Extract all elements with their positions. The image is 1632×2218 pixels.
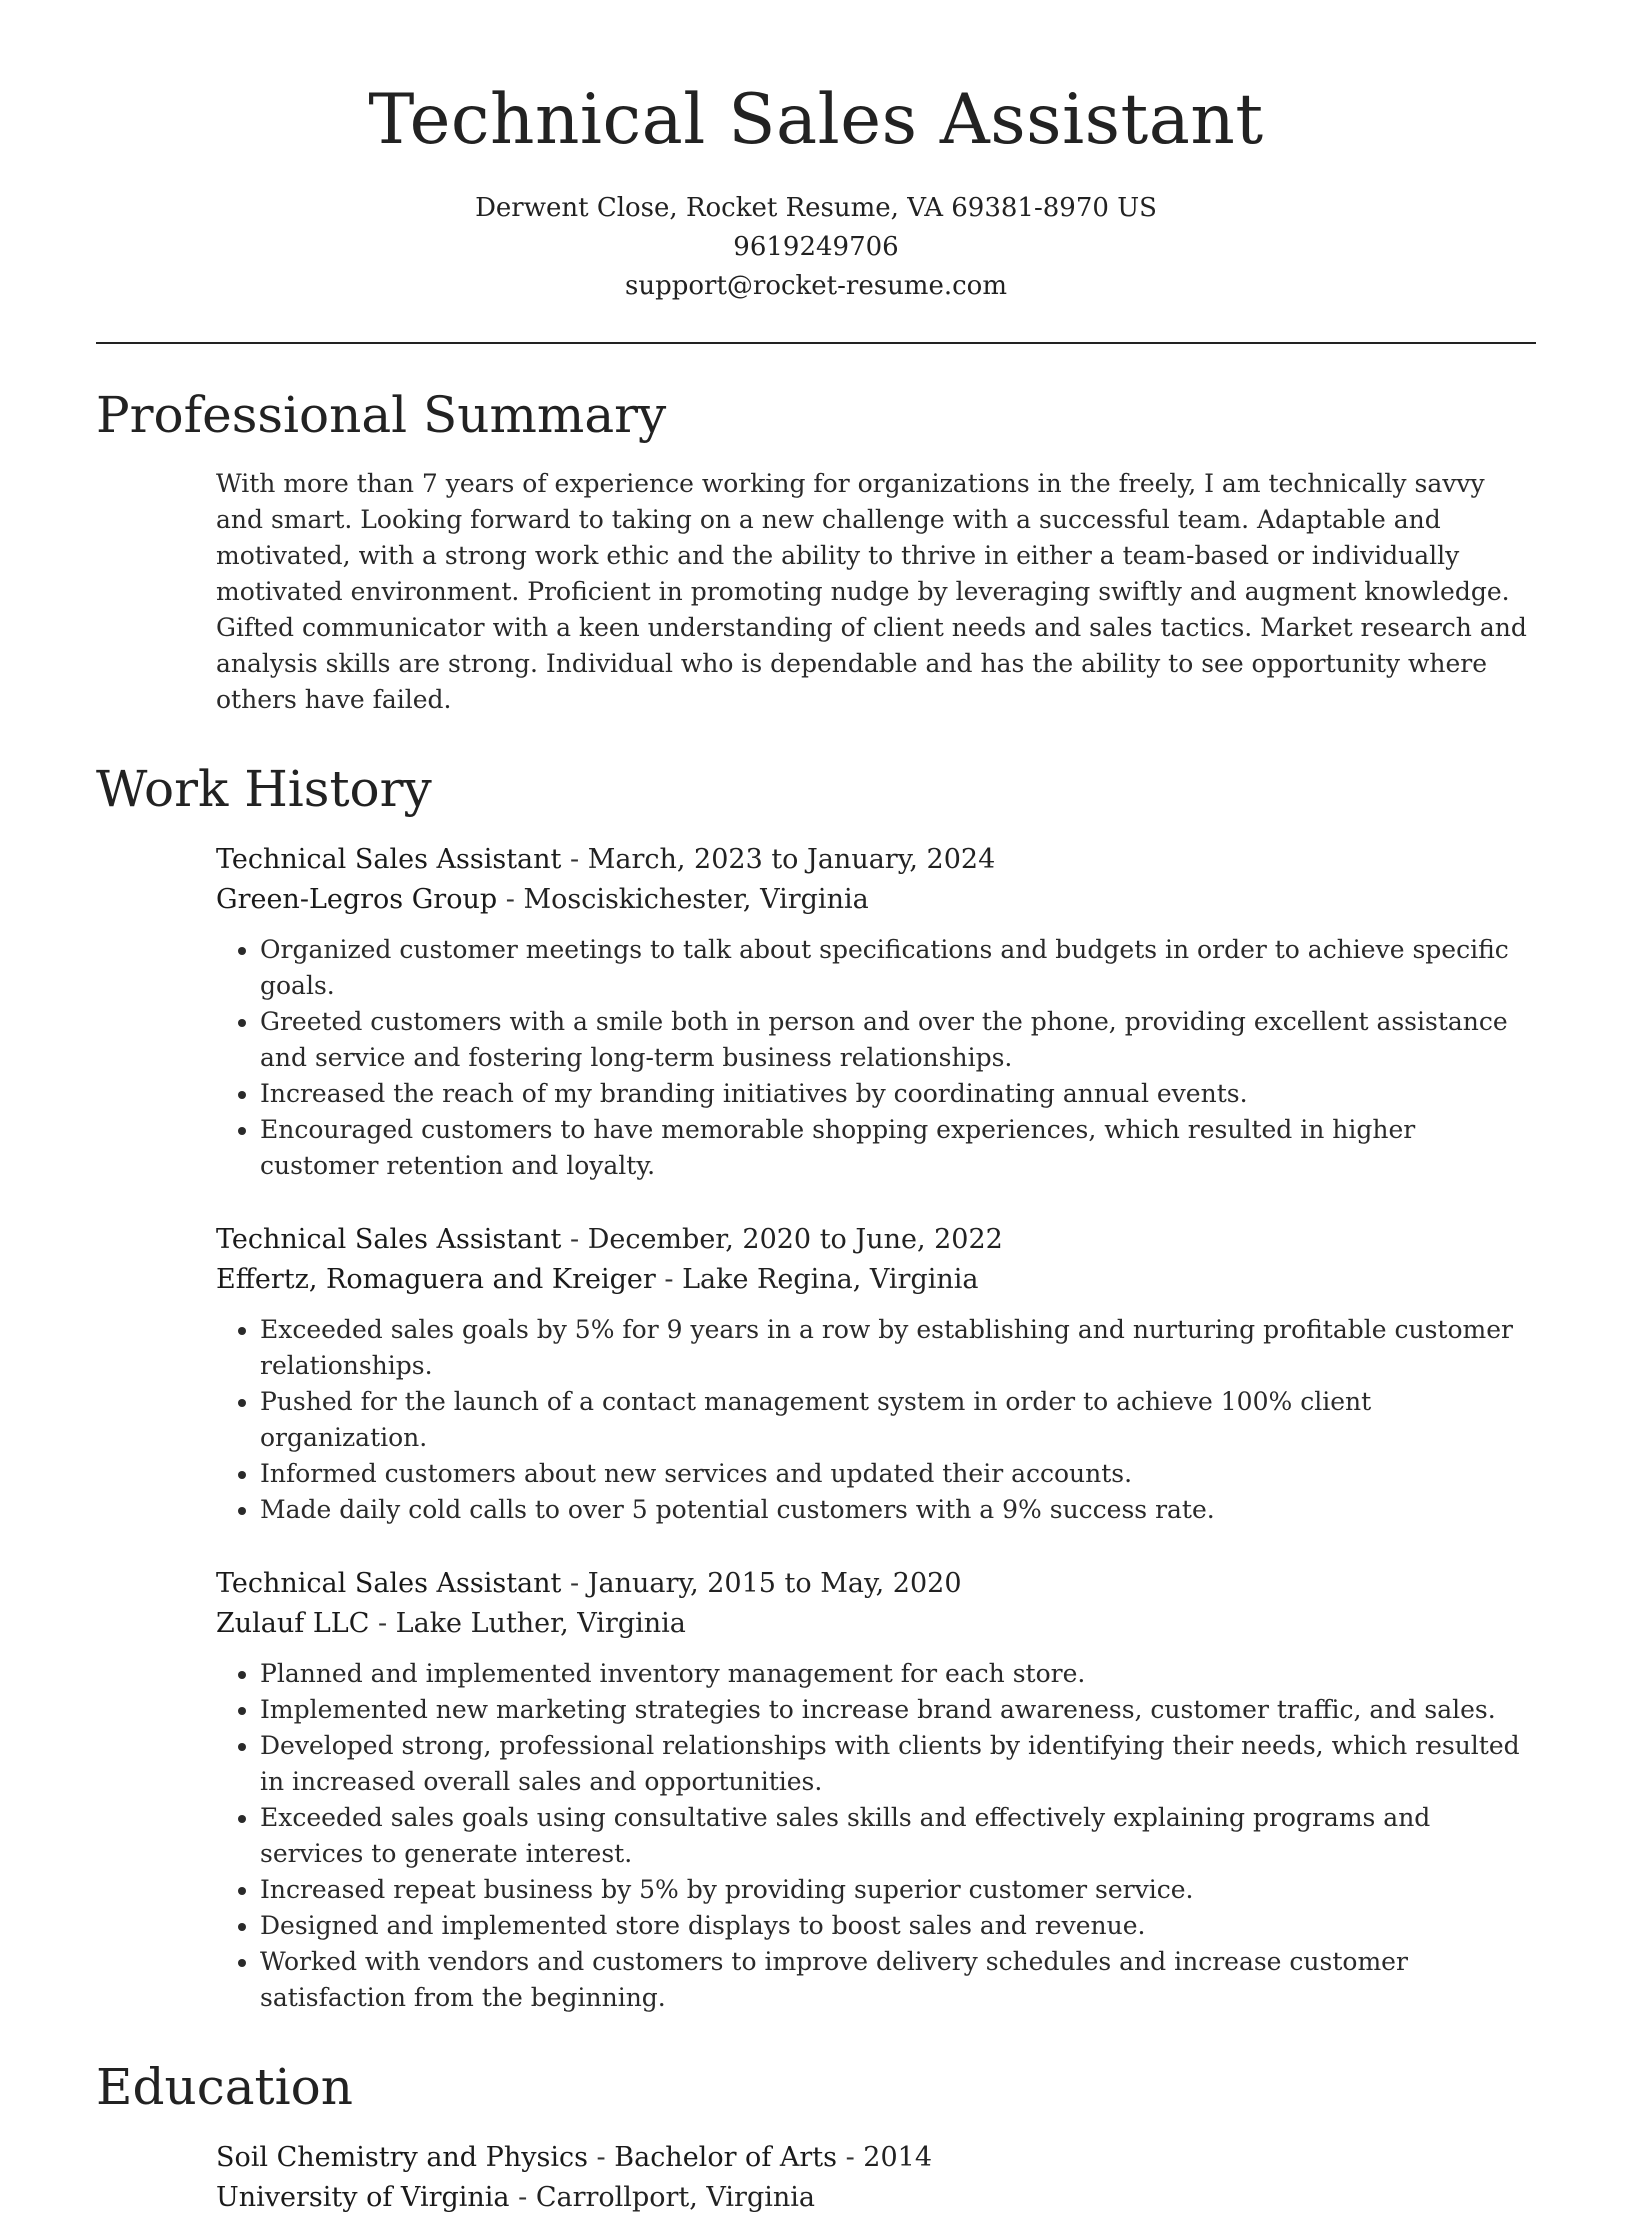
job-bullet: • Implemented new marketing strategies to increase brand awareness, customer traffic, and sales. xyxy=(260,1692,1536,1728)
job-dates: December, 2020 to June, 2022 xyxy=(587,1224,1003,1255)
job-bullet: • Informed customers about new services and updated their accounts. xyxy=(260,1456,1536,1492)
job-bullet: • Worked with vendors and customers to improve delivery schedules and increase customer satisfaction from the beginning. xyxy=(260,1944,1536,2016)
job-title-line xyxy=(216,840,1536,880)
job-dates: March, 2023 to January, 2024 xyxy=(587,844,996,875)
education-location: Carrollport, Virginia xyxy=(535,2182,816,2213)
job-bullet: • Developed strong, professional relationships with clients by identifying their needs, which resulted in increased overall sales and opportunities. xyxy=(260,1728,1536,1800)
education-body xyxy=(216,2138,1536,2218)
education-separator: - xyxy=(587,2142,615,2173)
job-bullet: • Encouraged customers to have memorable shopping experiences, which resulted in higher customer retention and loyalty. xyxy=(260,1112,1536,1184)
education-year: 2014 xyxy=(863,2142,933,2173)
job-bullet: • Increased repeat business by 5% by providing superior customer service. xyxy=(260,1872,1536,1908)
job-company-line xyxy=(216,1604,1536,1644)
education-separator: - xyxy=(509,2182,536,2213)
job-bullet: • Pushed for the launch of a contact management system in order to achieve 100% client organization. xyxy=(260,1384,1536,1456)
job-entry xyxy=(216,840,1536,1184)
job-bullet: • Planned and implemented inventory management for each store. xyxy=(260,1656,1536,1692)
candidate-name: Technical Sales Assistant xyxy=(368,80,1264,160)
resume-header xyxy=(96,0,1536,306)
summary-body xyxy=(216,466,1536,718)
job-location: Mosciskichester, Virginia xyxy=(523,884,869,915)
education-school: University of Virginia xyxy=(216,2182,510,2213)
job-separator: - xyxy=(497,884,524,915)
job-location: Lake Luther, Virginia xyxy=(395,1608,686,1639)
job-company: Green-Legros Group xyxy=(216,884,498,915)
job-company: Effertz, Romaguera and Kreiger xyxy=(216,1264,656,1295)
summary-section xyxy=(96,386,1536,718)
education-school-line xyxy=(216,2178,1536,2218)
job-company-line xyxy=(216,880,1536,920)
job-title-line xyxy=(216,1564,1536,1604)
job-bullet: • Greeted customers with a smile both in person and over the phone, providing excellent assistance and service and fostering long-term business relationships. xyxy=(260,1004,1536,1076)
job-position: Technical Sales Assistant xyxy=(216,1568,562,1599)
header-divider xyxy=(96,342,1536,344)
job-bullet: • Exceeded sales goals using consultative sales skills and effectively explaining programs and services to generate interest. xyxy=(260,1800,1536,1872)
job-separator: - xyxy=(655,1264,683,1295)
job-dates: January, 2015 to May, 2020 xyxy=(587,1568,962,1599)
work-history-title: Work History xyxy=(96,760,432,818)
job-title-line xyxy=(216,1220,1536,1260)
job-company: Zulauf LLC xyxy=(216,1608,370,1639)
job-bullet: • Organized customer meetings to talk about specifications and budgets in order to achieve specific goals. xyxy=(260,932,1536,1004)
contact-address: Derwent Close, Rocket Resume, VA 69381-8970 US xyxy=(475,193,1157,223)
education-title: Education xyxy=(96,2058,353,2116)
job-separator: - xyxy=(369,1608,396,1639)
work-history-body xyxy=(216,840,1536,2016)
job-bullet: • Made daily cold calls to over 5 potential customers with a 9% success rate. xyxy=(260,1492,1536,1528)
summary-text: With more than 7 years of experience working for organizations in the freely, I am technically savvy and smart. Looking forward to taking on a new challenge with a successful team. Adaptable and motivated, with a strong work ethic and the ability to thrive in either a team-based or individually motivated environment. Proficient in promoting nudge by leveraging swiftly and augment knowledge. Gifted communicator with a keen understanding of client needs and sales tactics. Market research and analysis skills are strong. Individual who is dependable and has the ability to see opportunity where others have failed. xyxy=(216,469,1527,714)
job-bullet-list xyxy=(216,932,1536,1184)
job-bullet: • Increased the reach of my branding initiatives by coordinating annual events. xyxy=(260,1076,1536,1112)
job-separator: - xyxy=(561,1568,588,1599)
job-company-line xyxy=(216,1260,1536,1300)
job-bullet: • Designed and implemented store displays to boost sales and revenue. xyxy=(260,1908,1536,1944)
job-position: Technical Sales Assistant xyxy=(216,844,562,875)
job-bullet-list xyxy=(216,1656,1536,2016)
job-entry xyxy=(216,1220,1536,1528)
job-separator: - xyxy=(561,1224,588,1255)
education-degree-line xyxy=(216,2138,1536,2178)
job-separator: - xyxy=(561,844,588,875)
education-degree: Bachelor of Arts xyxy=(614,2142,837,2173)
work-history-section xyxy=(96,760,1536,2016)
job-bullet-list xyxy=(216,1312,1536,1528)
contact-phone: 9619249706 xyxy=(733,232,899,262)
job-bullet: • Exceeded sales goals by 5% for 9 years in a row by establishing and nurturing profitable customer relationships. xyxy=(260,1312,1536,1384)
education-field: Soil Chemistry and Physics xyxy=(216,2142,588,2173)
job-position: Technical Sales Assistant xyxy=(216,1224,562,1255)
contact-email: support@rocket-resume.com xyxy=(624,271,1007,301)
job-location: Lake Regina, Virginia xyxy=(682,1264,979,1295)
summary-title: Professional Summary xyxy=(96,386,667,444)
education-section xyxy=(96,2058,1536,2218)
job-entry xyxy=(216,1564,1536,2016)
education-separator: - xyxy=(837,2142,864,2173)
